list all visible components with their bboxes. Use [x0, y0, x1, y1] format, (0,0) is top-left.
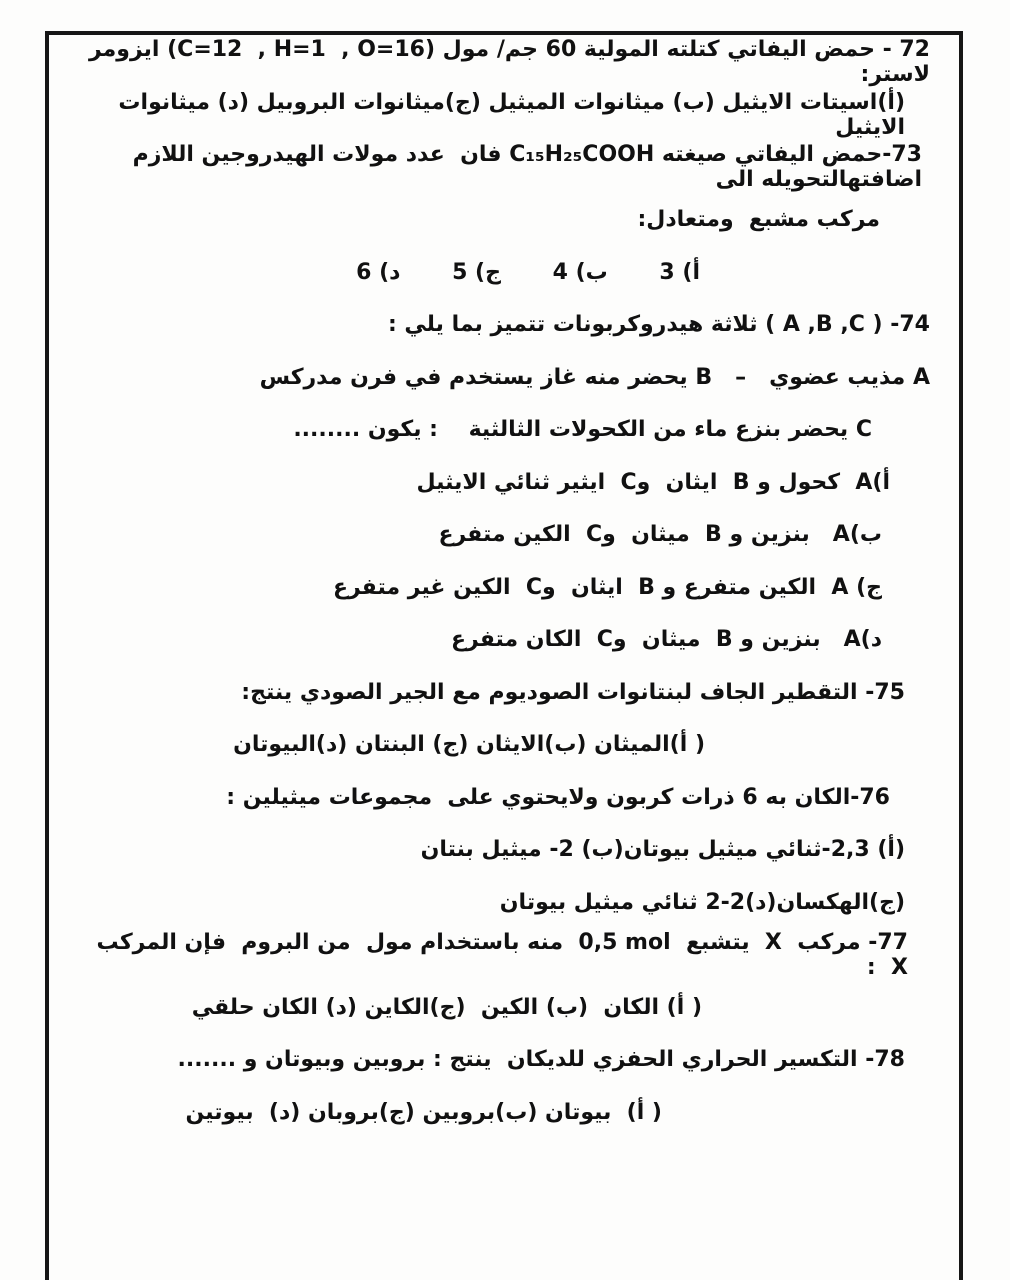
- text: C يحضر بنزع ماء من الكحولات الثالثية : يكون ........: [293, 417, 872, 443]
- text: 78- التكسير الحراري الحفزي للديكان ينتج : بروبين وبيوتان و .......: [177, 1047, 905, 1073]
- text: 77- مركب X يتشبع ‪0,5 mol‬ منه باستخدام مول من البروم فإن المركب X :: [81, 929, 908, 980]
- question-74-option-d: [70, 614, 930, 667]
- question-72-options: [70, 89, 930, 142]
- text: ب)A بنزين و B ميثان وC الكين متفرع: [438, 522, 882, 548]
- text: أ) 3 ب) 4 ج) 5 د) 6: [356, 259, 700, 285]
- text: 73-حمض اليفاتي صيغته ‪C₁₅H₂₅COOH‬ فان عدد مولات الهيدروجين اللازم اضافتهالتحويله الى: [124, 142, 922, 193]
- question-77-options: [70, 981, 930, 1034]
- option-text: (د)2-2 ثنائي ميثيل بيوتان: [499, 889, 777, 915]
- text: أ)A كحول و B ايثان وC ايثير ثنائي الايثيل: [416, 469, 890, 495]
- question-75-options: [70, 719, 930, 772]
- question-74-option-a: [70, 456, 930, 509]
- text: ( أ)الميثان (ب)الايثان (ج) البنتان (د)البيوتان: [233, 732, 705, 758]
- document-content: [70, 36, 930, 1139]
- text: 76-الكان به 6 ذرات كربون ولايحتوي على مجموعات ميثيلين :: [226, 784, 890, 810]
- question-74-option-b: [70, 509, 930, 562]
- text: ج) A الكين متفرع و B ايثان وC الكين غير متفرع: [332, 574, 882, 600]
- text: د)A بنزين و B ميثان وC الكان متفرع: [451, 627, 882, 653]
- question-74-option-c: [70, 561, 930, 614]
- question-74-statement-c: [70, 404, 930, 457]
- question-73-line-1: [70, 141, 930, 194]
- question-78: [70, 1034, 930, 1087]
- text: ( أ) بيوتان (ب)بروبين (ج)بروبان (د) بيوتين: [185, 1099, 662, 1125]
- question-73-options: [70, 246, 930, 299]
- option-text: (ب) 2- ميثيل بنتان: [420, 837, 624, 863]
- text: 72 - حمض اليفاتي كتلته المولية 60 جم/ مول (‪C=12 , H=1 , O=16‬) ايزومر لاستر:: [81, 37, 930, 88]
- text: مركب مشبع ومتعادل:: [637, 207, 880, 233]
- question-73-line-2: [70, 194, 930, 247]
- text: 75- التقطير الجاف لبنتانوات الصوديوم مع الجير الصودي ينتج:: [241, 679, 905, 705]
- question-72: [70, 36, 930, 89]
- text: ( أ) الكان (ب) الكين (ج)الكاين (د) الكان حلقي: [191, 994, 702, 1020]
- question-74-statement-a-b: [70, 351, 930, 404]
- text: (أ)اسيتات الايثيل (ب) ميثانوات الميثيل (ج)ميثانوات البروبيل (د) ميثانوات الايثيل: [103, 89, 905, 140]
- option-columns: [360, 837, 905, 862]
- option-text: (ج)الهكسان: [776, 889, 905, 915]
- question-78-options: [70, 1086, 930, 1139]
- question-76-options-row-1: [70, 824, 930, 877]
- text: 74- ( ‪A ,B ,C‬ ) ثلاثة هيدروكربونات تتميز بما يلي :: [387, 312, 930, 338]
- option-columns: [360, 890, 905, 915]
- question-77: [70, 929, 930, 982]
- question-74: [70, 299, 930, 352]
- question-76: [70, 771, 930, 824]
- question-75: [70, 666, 930, 719]
- text: A مذيب عضوي – B يحضر منه غاز يستخدم في فرن مدركس: [259, 364, 930, 390]
- option-text: (أ) 2,3-ثنائي ميثيل بيوتان: [623, 837, 905, 863]
- question-76-options-row-2: [70, 876, 930, 929]
